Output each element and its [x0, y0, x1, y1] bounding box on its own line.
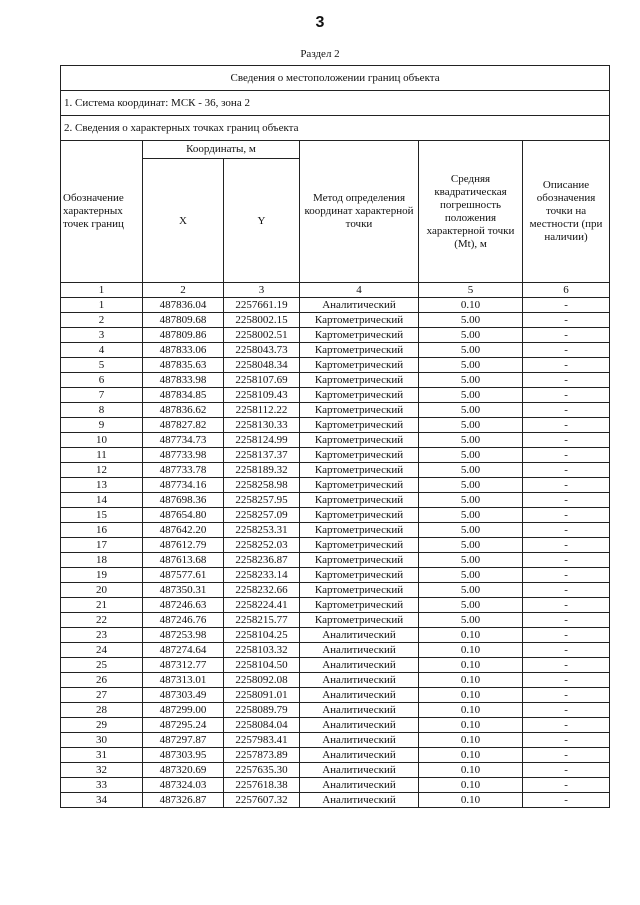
- method-cell: Аналитический: [300, 658, 419, 673]
- accuracy-cell: 5.00: [419, 403, 523, 418]
- method-cell: Аналитический: [300, 718, 419, 733]
- description-cell: -: [523, 568, 610, 583]
- table-row: [61, 463, 610, 478]
- table-row: [61, 613, 610, 628]
- accuracy-cell: 5.00: [419, 373, 523, 388]
- description-cell: -: [523, 553, 610, 568]
- accuracy-cell: 0.10: [419, 628, 523, 643]
- accuracy-cell: 5.00: [419, 343, 523, 358]
- coord-y-cell: 2258257.95: [224, 493, 300, 508]
- point-number-cell: 31: [61, 748, 143, 763]
- description-cell: -: [523, 508, 610, 523]
- coord-x-cell: 487246.76: [143, 613, 224, 628]
- coord-y-cell: 2257607.32: [224, 793, 300, 808]
- point-number-cell: 16: [61, 523, 143, 538]
- description-cell: -: [523, 523, 610, 538]
- header-accuracy: Средняя квадратическая погрешность положения характерной точки (Mt), м: [419, 141, 523, 283]
- accuracy-cell: 5.00: [419, 478, 523, 493]
- description-cell: -: [523, 643, 610, 658]
- coord-y-cell: 2258107.69: [224, 373, 300, 388]
- accuracy-cell: 0.10: [419, 733, 523, 748]
- coord-y-cell: 2257618.38: [224, 778, 300, 793]
- table-row: [61, 658, 610, 673]
- coord-x-cell: 487836.62: [143, 403, 224, 418]
- method-cell: Картометрический: [300, 388, 419, 403]
- accuracy-cell: 5.00: [419, 388, 523, 403]
- table-row: [61, 763, 610, 778]
- column-number: 5: [419, 283, 523, 298]
- coord-x-cell: 487734.16: [143, 478, 224, 493]
- description-cell: -: [523, 448, 610, 463]
- header-method: Метод определения координат характерной точки: [300, 141, 419, 283]
- accuracy-cell: 0.10: [419, 778, 523, 793]
- description-cell: -: [523, 343, 610, 358]
- method-cell: Картометрический: [300, 508, 419, 523]
- column-number: 2: [143, 283, 224, 298]
- point-number-cell: 30: [61, 733, 143, 748]
- method-cell: Картометрический: [300, 613, 419, 628]
- accuracy-cell: 5.00: [419, 538, 523, 553]
- point-number-cell: 17: [61, 538, 143, 553]
- table-row: [61, 313, 610, 328]
- coord-x-cell: 487733.98: [143, 448, 224, 463]
- point-number-cell: 34: [61, 793, 143, 808]
- header-y: Y: [224, 159, 300, 283]
- method-cell: Картометрический: [300, 523, 419, 538]
- description-cell: -: [523, 298, 610, 313]
- table-row: [61, 358, 610, 373]
- coord-x-cell: 487698.36: [143, 493, 224, 508]
- header-designation: Обозначение характерных точек границ: [61, 141, 143, 283]
- coord-x-cell: 487833.98: [143, 373, 224, 388]
- coord-x-cell: 487733.78: [143, 463, 224, 478]
- coord-x-cell: 487836.04: [143, 298, 224, 313]
- description-cell: -: [523, 658, 610, 673]
- table-row: [61, 748, 610, 763]
- coord-y-cell: 2258104.50: [224, 658, 300, 673]
- column-number: 4: [300, 283, 419, 298]
- description-cell: -: [523, 733, 610, 748]
- table-row: [61, 553, 610, 568]
- coord-x-cell: 487809.68: [143, 313, 224, 328]
- table-row: [61, 538, 610, 553]
- coord-y-cell: 2257661.19: [224, 298, 300, 313]
- accuracy-cell: 0.10: [419, 298, 523, 313]
- coord-y-cell: 2257873.89: [224, 748, 300, 763]
- method-cell: Аналитический: [300, 748, 419, 763]
- header-x: X: [143, 159, 224, 283]
- table-row: [61, 793, 610, 808]
- accuracy-cell: 0.10: [419, 763, 523, 778]
- method-cell: Аналитический: [300, 793, 419, 808]
- description-cell: -: [523, 613, 610, 628]
- coord-y-cell: 2258091.01: [224, 688, 300, 703]
- description-cell: -: [523, 748, 610, 763]
- method-cell: Картометрический: [300, 463, 419, 478]
- description-cell: -: [523, 793, 610, 808]
- coord-y-cell: 2258084.04: [224, 718, 300, 733]
- table-row: [61, 673, 610, 688]
- table-row: [61, 343, 610, 358]
- coord-x-cell: 487274.64: [143, 643, 224, 658]
- accuracy-cell: 0.10: [419, 688, 523, 703]
- description-cell: -: [523, 538, 610, 553]
- table-row: [61, 508, 610, 523]
- coord-x-cell: 487350.31: [143, 583, 224, 598]
- point-number-cell: 18: [61, 553, 143, 568]
- coord-y-cell: 2258104.25: [224, 628, 300, 643]
- point-number-cell: 28: [61, 703, 143, 718]
- accuracy-cell: 0.10: [419, 643, 523, 658]
- coord-y-cell: 2258236.87: [224, 553, 300, 568]
- coord-x-cell: 487734.73: [143, 433, 224, 448]
- coord-y-cell: 2258048.34: [224, 358, 300, 373]
- coord-x-cell: 487577.61: [143, 568, 224, 583]
- coord-y-cell: 2258103.32: [224, 643, 300, 658]
- description-cell: -: [523, 673, 610, 688]
- point-number-cell: 4: [61, 343, 143, 358]
- description-cell: -: [523, 313, 610, 328]
- method-cell: Картометрический: [300, 358, 419, 373]
- coordinate-system: 1. Система координат: МСК - 36, зона 2: [61, 91, 610, 116]
- accuracy-cell: 5.00: [419, 313, 523, 328]
- description-cell: -: [523, 478, 610, 493]
- coord-y-cell: 2258253.31: [224, 523, 300, 538]
- accuracy-cell: 5.00: [419, 328, 523, 343]
- section-label: Раздел 2: [300, 48, 340, 60]
- point-number-cell: 11: [61, 448, 143, 463]
- coord-y-cell: 2258092.08: [224, 673, 300, 688]
- method-cell: Картометрический: [300, 448, 419, 463]
- point-number-cell: 27: [61, 688, 143, 703]
- accuracy-cell: 5.00: [419, 613, 523, 628]
- coord-x-cell: 487303.49: [143, 688, 224, 703]
- coord-y-cell: 2258130.33: [224, 418, 300, 433]
- description-cell: -: [523, 583, 610, 598]
- table-row: [61, 388, 610, 403]
- coord-y-cell: 2258252.03: [224, 538, 300, 553]
- table-row: [61, 688, 610, 703]
- coord-x-cell: 487834.85: [143, 388, 224, 403]
- accuracy-cell: 5.00: [419, 433, 523, 448]
- point-number-cell: 15: [61, 508, 143, 523]
- coord-x-cell: 487303.95: [143, 748, 224, 763]
- point-number-cell: 25: [61, 658, 143, 673]
- point-number-cell: 20: [61, 583, 143, 598]
- method-cell: Картометрический: [300, 373, 419, 388]
- point-number-cell: 13: [61, 478, 143, 493]
- table-row: [61, 568, 610, 583]
- accuracy-cell: 0.10: [419, 658, 523, 673]
- coord-y-cell: 2258002.51: [224, 328, 300, 343]
- point-number-cell: 1: [61, 298, 143, 313]
- coord-y-cell: 2258089.79: [224, 703, 300, 718]
- table-row: [61, 628, 610, 643]
- header-coordinates: Координаты, м: [143, 141, 300, 159]
- coord-y-cell: 2258224.41: [224, 598, 300, 613]
- point-number-cell: 10: [61, 433, 143, 448]
- page-number: 3: [315, 14, 325, 31]
- coord-y-cell: 2258109.43: [224, 388, 300, 403]
- coord-x-cell: 487246.63: [143, 598, 224, 613]
- point-number-cell: 29: [61, 718, 143, 733]
- accuracy-cell: 5.00: [419, 448, 523, 463]
- method-cell: Картометрический: [300, 403, 419, 418]
- description-cell: -: [523, 778, 610, 793]
- description-cell: -: [523, 373, 610, 388]
- coord-x-cell: 487312.77: [143, 658, 224, 673]
- description-cell: -: [523, 433, 610, 448]
- point-number-cell: 9: [61, 418, 143, 433]
- coord-y-cell: 2258112.22: [224, 403, 300, 418]
- accuracy-cell: 0.10: [419, 748, 523, 763]
- accuracy-cell: 5.00: [419, 463, 523, 478]
- method-cell: Аналитический: [300, 643, 419, 658]
- coord-x-cell: 487612.79: [143, 538, 224, 553]
- accuracy-cell: 5.00: [419, 418, 523, 433]
- method-cell: Картометрический: [300, 538, 419, 553]
- accuracy-cell: 5.00: [419, 523, 523, 538]
- description-cell: -: [523, 628, 610, 643]
- coord-x-cell: 487295.24: [143, 718, 224, 733]
- coord-x-cell: 487253.98: [143, 628, 224, 643]
- table-row: [61, 733, 610, 748]
- method-cell: Аналитический: [300, 733, 419, 748]
- coord-x-cell: 487809.86: [143, 328, 224, 343]
- coord-x-cell: 487320.69: [143, 763, 224, 778]
- table-title: Сведения о местоположении границ объекта: [61, 66, 610, 91]
- table-row: [61, 418, 610, 433]
- point-number-cell: 21: [61, 598, 143, 613]
- coord-x-cell: 487827.82: [143, 418, 224, 433]
- method-cell: Аналитический: [300, 673, 419, 688]
- coord-x-cell: 487297.87: [143, 733, 224, 748]
- method-cell: Картометрический: [300, 553, 419, 568]
- description-cell: -: [523, 463, 610, 478]
- table-row: [61, 703, 610, 718]
- table-row: [61, 448, 610, 463]
- coord-x-cell: 487324.03: [143, 778, 224, 793]
- description-cell: -: [523, 328, 610, 343]
- column-number: 3: [224, 283, 300, 298]
- coord-y-cell: 2258258.98: [224, 478, 300, 493]
- point-number-cell: 12: [61, 463, 143, 478]
- accuracy-cell: 0.10: [419, 673, 523, 688]
- coord-y-cell: 2258002.15: [224, 313, 300, 328]
- method-cell: Аналитический: [300, 628, 419, 643]
- coord-x-cell: 487654.80: [143, 508, 224, 523]
- accuracy-cell: 5.00: [419, 568, 523, 583]
- coord-y-cell: 2258232.66: [224, 583, 300, 598]
- coord-x-cell: 487835.63: [143, 358, 224, 373]
- header-description: Описание обозначения точки на местности (при наличии): [523, 141, 610, 283]
- coord-y-cell: 2258124.99: [224, 433, 300, 448]
- description-cell: -: [523, 718, 610, 733]
- accuracy-cell: 0.10: [419, 703, 523, 718]
- description-cell: -: [523, 403, 610, 418]
- point-number-cell: 3: [61, 328, 143, 343]
- method-cell: Картометрический: [300, 568, 419, 583]
- method-cell: Картометрический: [300, 583, 419, 598]
- method-cell: Картометрический: [300, 313, 419, 328]
- accuracy-cell: 5.00: [419, 598, 523, 613]
- coord-x-cell: 487642.20: [143, 523, 224, 538]
- table-row: [61, 583, 610, 598]
- accuracy-cell: 0.10: [419, 793, 523, 808]
- point-number-cell: 8: [61, 403, 143, 418]
- coord-x-cell: 487326.87: [143, 793, 224, 808]
- point-number-cell: 7: [61, 388, 143, 403]
- table-row: [61, 328, 610, 343]
- description-cell: -: [523, 763, 610, 778]
- coord-y-cell: 2258233.14: [224, 568, 300, 583]
- description-cell: -: [523, 388, 610, 403]
- method-cell: Картометрический: [300, 418, 419, 433]
- point-number-cell: 2: [61, 313, 143, 328]
- method-cell: Картометрический: [300, 433, 419, 448]
- accuracy-cell: 5.00: [419, 508, 523, 523]
- method-cell: Аналитический: [300, 703, 419, 718]
- coord-y-cell: 2258043.73: [224, 343, 300, 358]
- point-number-cell: 32: [61, 763, 143, 778]
- table-row: [61, 298, 610, 313]
- method-cell: Картометрический: [300, 493, 419, 508]
- point-number-cell: 24: [61, 643, 143, 658]
- point-number-cell: 5: [61, 358, 143, 373]
- accuracy-cell: 5.00: [419, 553, 523, 568]
- point-number-cell: 14: [61, 493, 143, 508]
- table-row: [61, 403, 610, 418]
- point-number-cell: 33: [61, 778, 143, 793]
- description-cell: -: [523, 493, 610, 508]
- accuracy-cell: 5.00: [419, 583, 523, 598]
- accuracy-cell: 5.00: [419, 493, 523, 508]
- table-row: [61, 718, 610, 733]
- column-number: 6: [523, 283, 610, 298]
- coord-x-cell: 487613.68: [143, 553, 224, 568]
- table-row: [61, 778, 610, 793]
- coord-y-cell: 2258257.09: [224, 508, 300, 523]
- description-cell: -: [523, 703, 610, 718]
- accuracy-cell: 0.10: [419, 718, 523, 733]
- column-number: 1: [61, 283, 143, 298]
- table-row: [61, 643, 610, 658]
- coord-y-cell: 2258189.32: [224, 463, 300, 478]
- table-row: [61, 493, 610, 508]
- method-cell: Аналитический: [300, 688, 419, 703]
- accuracy-cell: 5.00: [419, 358, 523, 373]
- table-row: [61, 523, 610, 538]
- coord-y-cell: 2258215.77: [224, 613, 300, 628]
- table-row: [61, 373, 610, 388]
- coord-x-cell: 487299.00: [143, 703, 224, 718]
- method-cell: Аналитический: [300, 778, 419, 793]
- coord-y-cell: 2257983.41: [224, 733, 300, 748]
- table-row: [61, 433, 610, 448]
- description-cell: -: [523, 598, 610, 613]
- coord-x-cell: 487833.06: [143, 343, 224, 358]
- point-number-cell: 26: [61, 673, 143, 688]
- coord-y-cell: 2257635.30: [224, 763, 300, 778]
- method-cell: Картометрический: [300, 343, 419, 358]
- table-row: [61, 598, 610, 613]
- point-number-cell: 6: [61, 373, 143, 388]
- table-row: [61, 478, 610, 493]
- coord-x-cell: 487313.01: [143, 673, 224, 688]
- method-cell: Картометрический: [300, 328, 419, 343]
- point-number-cell: 19: [61, 568, 143, 583]
- method-cell: Картометрический: [300, 598, 419, 613]
- description-cell: -: [523, 418, 610, 433]
- point-number-cell: 23: [61, 628, 143, 643]
- points-heading: 2. Сведения о характерных точках границ объекта: [61, 116, 610, 141]
- boundary-points-table: [60, 65, 610, 808]
- description-cell: -: [523, 358, 610, 373]
- method-cell: Аналитический: [300, 763, 419, 778]
- method-cell: Аналитический: [300, 298, 419, 313]
- coord-y-cell: 2258137.37: [224, 448, 300, 463]
- description-cell: -: [523, 688, 610, 703]
- method-cell: Картометрический: [300, 478, 419, 493]
- point-number-cell: 22: [61, 613, 143, 628]
